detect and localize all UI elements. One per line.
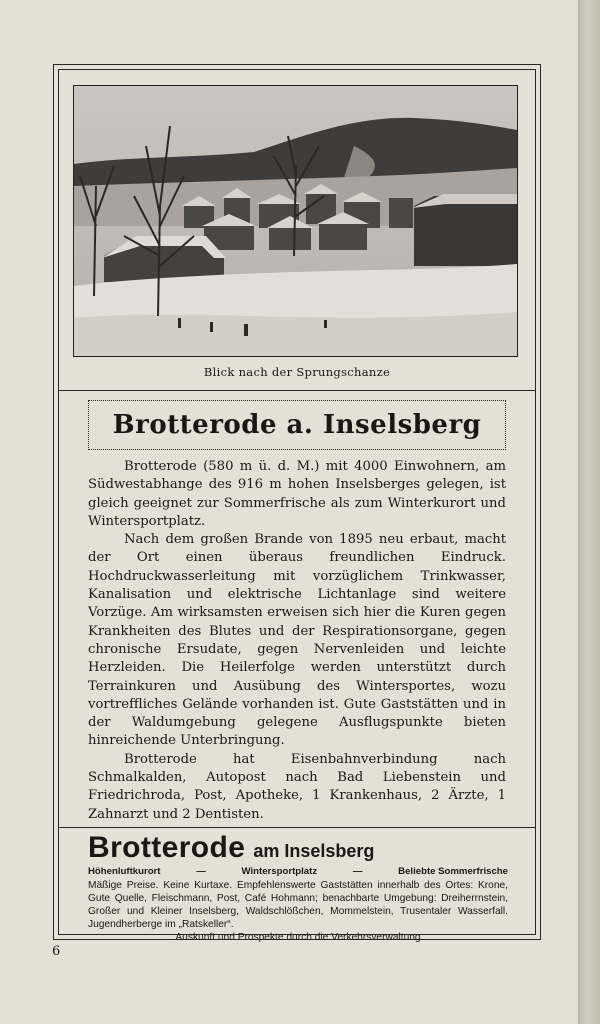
ad-tag: Höhenluftkurort (88, 866, 161, 877)
ad-footer: Auskunft und Prospekte durch die Verkehrsverwaltung (175, 932, 421, 943)
paragraph: Brotterode (580 m ü. d. M.) mit 4000 Einwohnern, am Südwestabhange des 916 m hohen Inselsberges gelegen, ist gleich geeignet zur Sommerfrische als zum Winterkurort und Wintersportplatz. (88, 459, 506, 529)
title-box (88, 400, 506, 450)
ad-tag: Beliebte Sommerfrische (398, 866, 508, 877)
winter-village-photo (73, 85, 518, 357)
paragraph: Brotterode hat Eisenbahnverbindung nach Schmalkalden, Autopost nach Bad Liebenstein und Friedrichroda, Post, Apotheke, 1 Krankenhaus, 2 Ärzte, 1 Zahnarzt und 2 Dentisten. (88, 751, 506, 822)
divider-rule (58, 827, 536, 828)
article-body (88, 458, 506, 824)
ad-title: Brotterode (88, 831, 246, 864)
divider-rule (58, 390, 536, 391)
ad-text (88, 879, 508, 944)
photo-caption: Blick nach der Sprungschanze (203, 365, 391, 379)
ad-subtitle: am Inselsberg (253, 841, 375, 861)
book-spine (578, 0, 600, 1024)
article-title: Brotterode a. Inselsberg (112, 410, 482, 440)
advertisement (88, 832, 508, 944)
ad-tag-separator: — (352, 866, 363, 877)
ad-description: Mäßige Preise. Keine Kurtaxe. Empfehlenswerte Gaststätten innerhalb des Ortes: Krone, Gute Quelle, Fleischmann, Post, Café Hohmann; benachbarte Umgebung: Dreiherrnstein, Großer und Kleiner Inselsberg, Waldschlößchen, Mommelstein, Trusentaler Wasserfall. Jugendherberge im „Ratskeller“. (88, 880, 508, 930)
page-number: 6 (52, 944, 61, 959)
ad-tagline (88, 866, 508, 877)
ad-tag-separator: — (196, 866, 206, 877)
paragraph: Nach dem großen Brande von 1895 neu erbaut, macht der Ort einen überaus freundlichen Eindruck. Hochdruckwasserleitung mit vorzüglichem Trinkwasser, Kanalisation und elektrische Lichtanlage sind weitere Vorzüge. Am wirksamsten erweisen sich hier die Kuren gegen Krankheiten des Blutes und der Respirationsorgane, gegen chronische Ersudate, gegen Nervenleiden und leichte Herzleiden. Die Heilerfolge werden unterstützt durch Terrainkuren und Ausübung des Wintersportes, wozu vortreffliches Gelände vorhanden ist. Gute Gaststätten und in der Waldumgebung gelegene Ausflugspunkte bieten hinreichende Unterbringung. (88, 532, 506, 749)
ad-tag: Wintersportplatz (241, 866, 318, 877)
